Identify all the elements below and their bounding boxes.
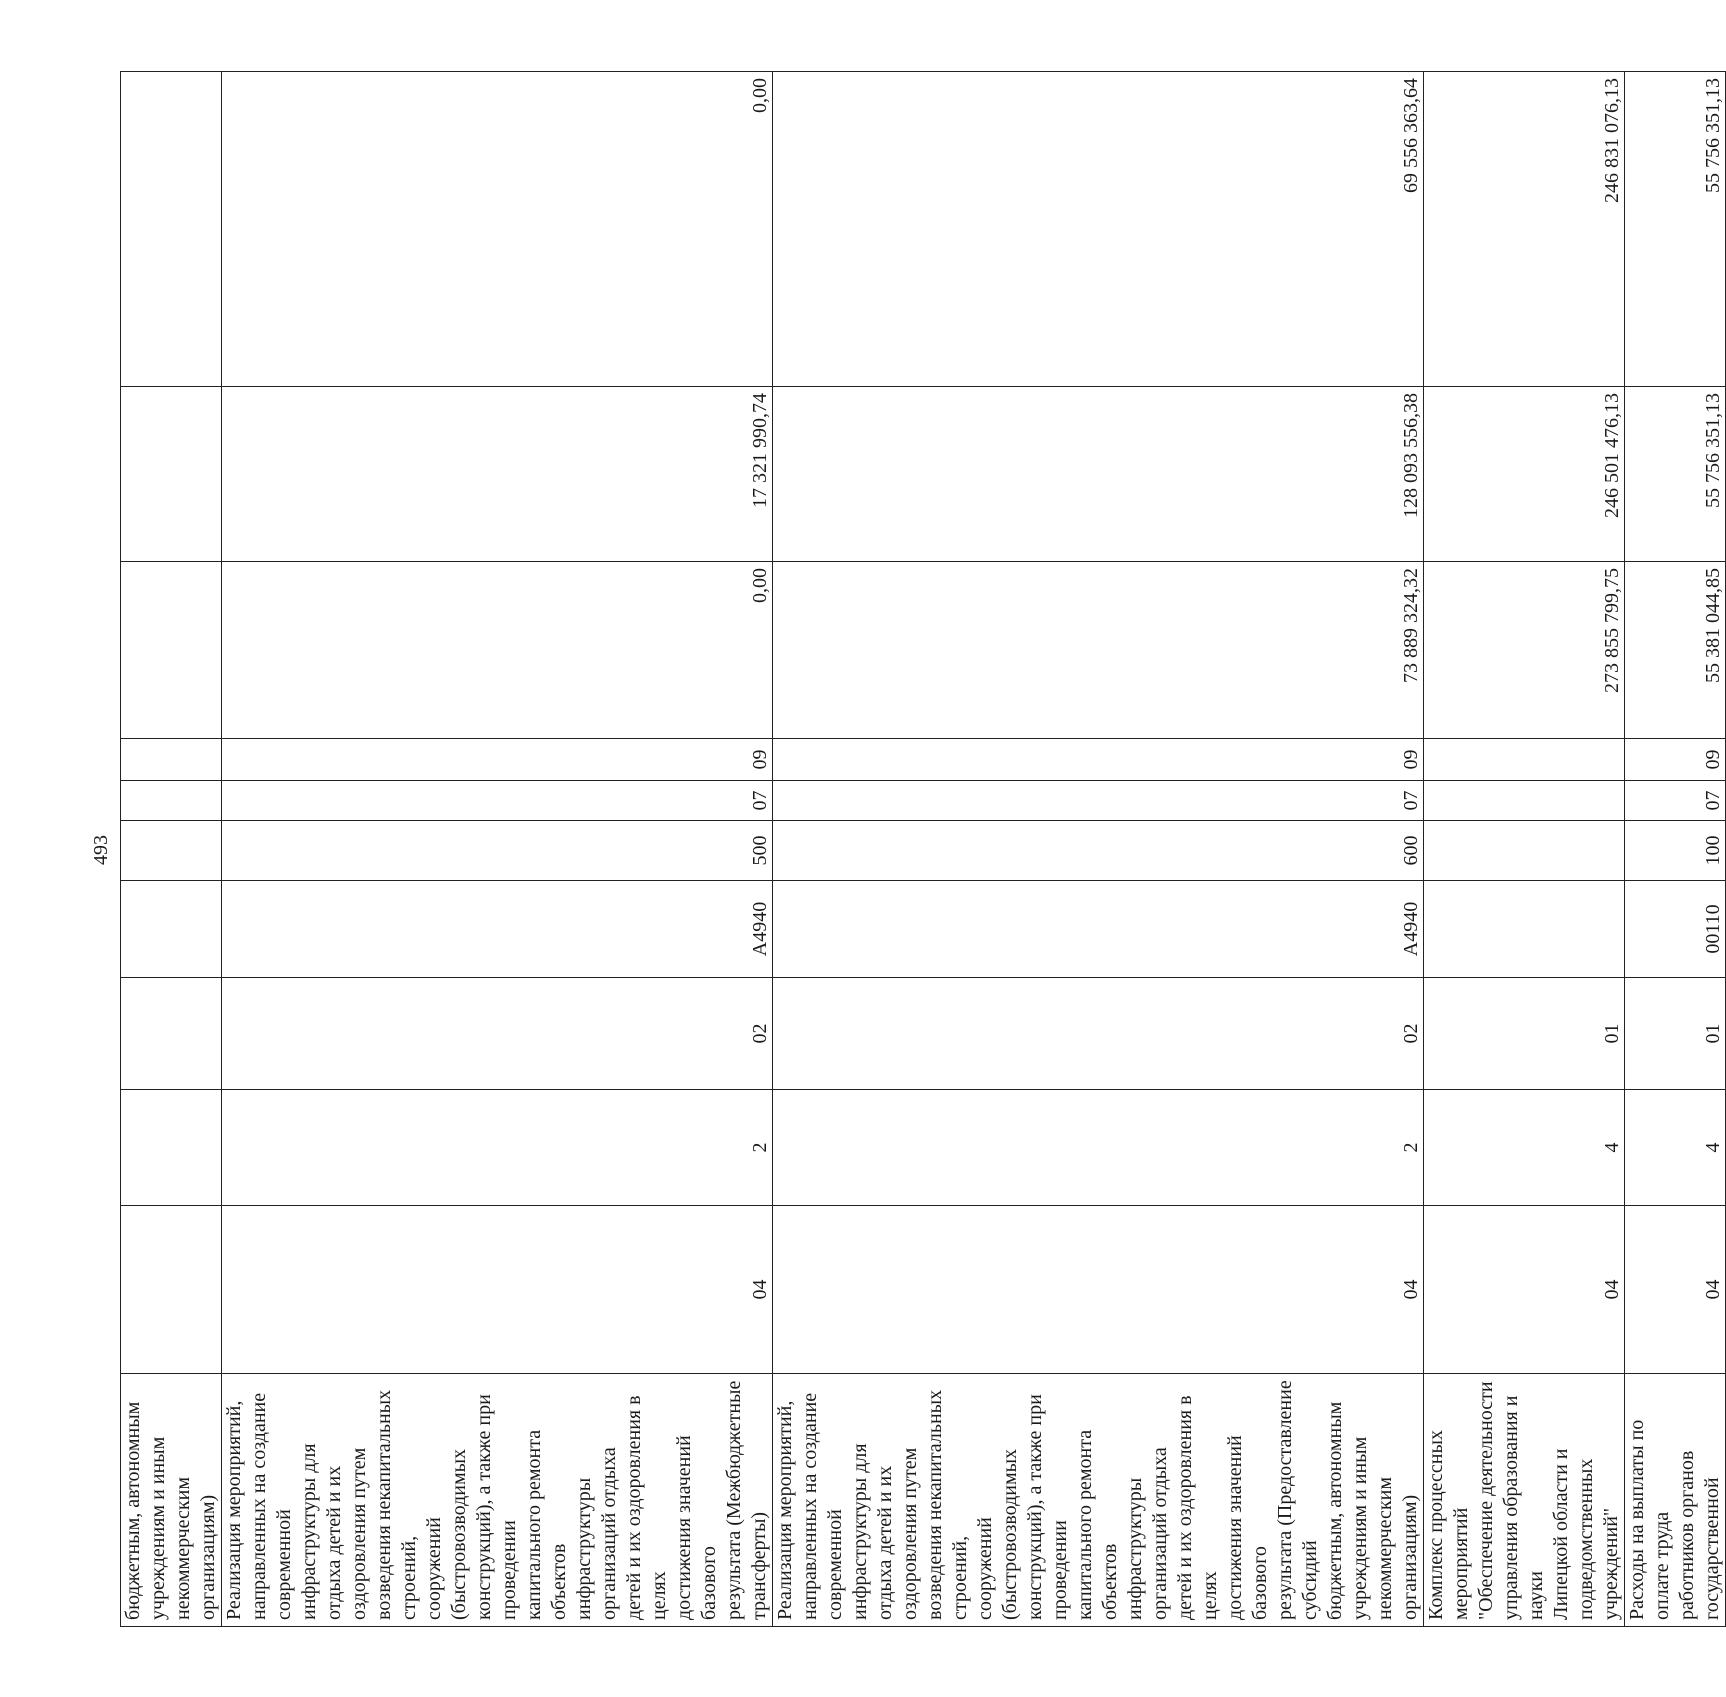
event-code-cell: 01 <box>1424 978 1625 1090</box>
amount-year-3-cell: 69 556 363,64 <box>773 72 1424 387</box>
amount-year-1-cell: 73 889 324,32 <box>773 562 1424 739</box>
name-line: инфраструктуры организаций отдыха <box>1124 1447 1171 1620</box>
amount-year-1-cell: 273 855 799,75 <box>1424 562 1625 739</box>
expense-type-code-cell: 500 <box>222 821 773 881</box>
name-line: результата (Предоставление субсидий <box>1274 1380 1321 1620</box>
name-line: конструкций), а также при проведении <box>1024 1394 1071 1620</box>
expense-type-code-cell <box>1424 821 1625 881</box>
name-line: достижения значений базового <box>1224 1435 1271 1620</box>
name-line: "Обеспечение деятельности <box>1475 1381 1497 1620</box>
name-line: современной инфраструктуры для <box>273 1443 320 1620</box>
name-line: отдыха детей и их оздоровления путем <box>874 1447 921 1620</box>
name-line: результата (Межбюджетные <box>723 1380 745 1620</box>
name-line: сооружений (быстровозводимых <box>974 1448 1021 1620</box>
name-line: детей и их оздоровления в целях <box>1174 1395 1221 1620</box>
name-line: подведомственных учреждений" <box>1575 1458 1622 1620</box>
program-code-cell: 04 <box>1424 1206 1625 1374</box>
name-line: организациям) <box>1399 1494 1421 1620</box>
table-row <box>1625 72 1726 1627</box>
expense-type-code-cell <box>121 821 222 881</box>
event-code-cell: 02 <box>222 978 773 1090</box>
amount-year-3-cell <box>121 72 222 387</box>
subsection-code-cell: 09 <box>773 739 1424 781</box>
amount-year-1-cell: 55 381 044,85 <box>1625 562 1726 739</box>
name-line: капитального ремонта объектов <box>1074 1429 1121 1620</box>
name-line: Липецкой области и <box>1550 1448 1572 1620</box>
rotated-table-wrapper <box>120 72 1724 1627</box>
amount-year-3-cell: 246 831 076,13 <box>1424 72 1625 387</box>
name-line: управления образования и науки <box>1500 1395 1547 1620</box>
subprogram-code-cell: 2 <box>222 1090 773 1206</box>
name-line: достижения значений базового <box>673 1435 720 1620</box>
name-line: Реализация мероприятий, <box>223 1400 245 1620</box>
name-line: учреждениям и иным некоммерческим <box>1349 1436 1396 1620</box>
subprogram-code-cell: 2 <box>773 1090 1424 1206</box>
section-code-cell: 07 <box>773 781 1424 821</box>
name-line: учреждениям и иным некоммерческим <box>147 1436 194 1620</box>
amount-year-2-cell: 55 756 351,13 <box>1625 387 1726 562</box>
direction-code-cell <box>121 881 222 978</box>
page-number: 493 <box>90 835 112 865</box>
section-code-cell <box>121 781 222 821</box>
name-line: бюджетным, автономным <box>1324 1401 1346 1620</box>
name-line: детей и их оздоровления в целях <box>623 1395 670 1620</box>
subprogram-code-cell: 4 <box>1424 1090 1625 1206</box>
amount-year-1-cell: 0,00 <box>222 562 773 739</box>
row-name-cell <box>1625 1374 1726 1627</box>
name-line: бюджетным, автономным <box>122 1401 144 1620</box>
name-line: сооружений (быстровозводимых <box>423 1448 470 1620</box>
row-name-cell <box>1424 1374 1625 1627</box>
amount-year-2-cell: 128 093 556,38 <box>773 387 1424 562</box>
table-row <box>1424 72 1625 1627</box>
row-name-cell <box>121 1374 222 1627</box>
amount-year-2-cell: 17 321 990,74 <box>222 387 773 562</box>
name-line: направленных на создание <box>248 1392 270 1620</box>
name-line: возведения некапитальных строений, <box>924 1389 971 1620</box>
program-code-cell: 04 <box>222 1206 773 1374</box>
amount-year-1-cell <box>121 562 222 739</box>
subsection-code-cell: 09 <box>1625 739 1726 781</box>
section-code-cell: 07 <box>222 781 773 821</box>
table-row <box>222 72 773 1627</box>
name-line: отдыха детей и их оздоровления путем <box>323 1447 370 1620</box>
name-line: организациям) <box>197 1494 219 1620</box>
amount-year-2-cell: 246 501 476,13 <box>1424 387 1625 562</box>
subprogram-code-cell <box>121 1090 222 1206</box>
program-code-cell: 04 <box>773 1206 1424 1374</box>
name-line: современной инфраструктуры для <box>824 1443 871 1620</box>
row-name-cell <box>222 1374 773 1627</box>
budget-table <box>120 71 1726 1627</box>
name-line: направленных на создание <box>799 1392 821 1620</box>
subsection-code-cell <box>1424 739 1625 781</box>
name-line: Комплекс процессных мероприятий <box>1425 1430 1472 1620</box>
name-line: капитального ремонта объектов <box>523 1429 570 1620</box>
direction-code-cell: А4940 <box>773 881 1424 978</box>
name-line: конструкций), а также при проведении <box>473 1394 520 1620</box>
expense-type-code-cell: 100 <box>1625 821 1726 881</box>
event-code-cell <box>121 978 222 1090</box>
event-code-cell: 02 <box>773 978 1424 1090</box>
direction-code-cell <box>1424 881 1625 978</box>
direction-code-cell: А4940 <box>222 881 773 978</box>
direction-code-cell: 00110 <box>1625 881 1726 978</box>
table-row <box>773 72 1424 1627</box>
section-code-cell <box>1424 781 1625 821</box>
section-code-cell: 07 <box>1625 781 1726 821</box>
name-line: возведения некапитальных строений, <box>373 1389 420 1620</box>
subsection-code-cell <box>121 739 222 781</box>
amount-year-3-cell: 55 756 351,13 <box>1625 72 1726 387</box>
amount-year-2-cell <box>121 387 222 562</box>
name-line: работников органов государственной <box>1676 1450 1723 1620</box>
name-line: инфраструктуры организаций отдыха <box>573 1447 620 1620</box>
table-row <box>121 72 222 1627</box>
event-code-cell: 01 <box>1625 978 1726 1090</box>
subprogram-code-cell: 4 <box>1625 1090 1726 1206</box>
row-name-cell <box>773 1374 1424 1627</box>
subsection-code-cell: 09 <box>222 739 773 781</box>
name-line: трансферты) <box>748 1511 770 1620</box>
name-line: Реализация мероприятий, <box>774 1400 796 1620</box>
expense-type-code-cell: 600 <box>773 821 1424 881</box>
program-code-cell <box>121 1206 222 1374</box>
amount-year-3-cell: 0,00 <box>222 72 773 387</box>
name-line: Расходы на выплаты по оплате труда <box>1626 1419 1673 1620</box>
program-code-cell: 04 <box>1625 1206 1726 1374</box>
